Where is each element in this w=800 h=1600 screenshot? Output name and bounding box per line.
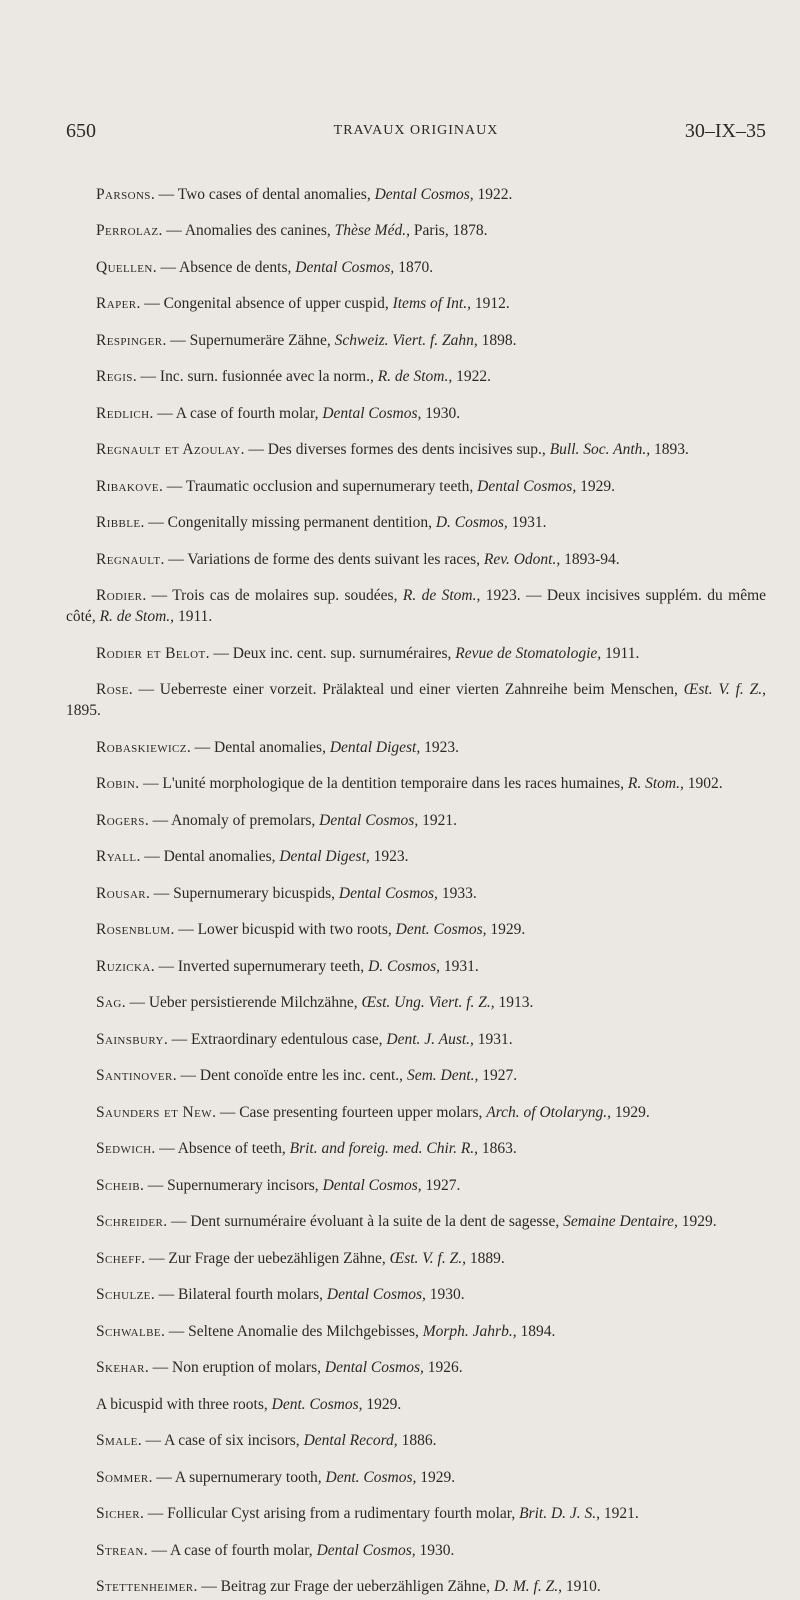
reference-journal: Dent. Cosmos, [395,921,487,938]
reference-entry: Rodier et Belot. — Deux inc. cent. sup. surnuméraires, Revue de Stomatologie, 1911. [96,644,640,662]
reference-year: 1893-94. [564,550,620,568]
reference-entry: Strean. — A case of fourth molar, Dental Cosmos, 1930. [96,1541,455,1559]
reference-journal: Dental Cosmos, [319,811,419,829]
reference-title: Dent surnuméraire évoluant à la suite de la dent de sagesse, [190,1213,560,1230]
reference-author: Ribakove [96,477,160,495]
reference-author: Rose [96,681,129,698]
reference-year: 1930. [429,1286,465,1303]
reference-entry: Sedwich. — Absence of teeth, Brit. and foreig. med. Chir. R., 1863. [96,1140,517,1157]
reference-entry: Ryall. — Dental anomalies, Dental Digest, 1923. [96,848,409,865]
reference-journal: Dent. Cosmos, [325,1468,417,1486]
reference-title: Zur Frage der uebezähligen Zähne, [168,1249,386,1267]
reference-journal: Dental Cosmos, [326,1286,426,1303]
reference-journal: Dental Cosmos, [374,185,474,203]
reference-entry: Rousar. — Supernumerary bicuspids, Dental Cosmos, 1933. [96,884,477,902]
reference-title: Supernumeräre Zähne, [189,331,331,349]
reference-year: 1923. — Deux incisives supplém. du même côté, [66,587,767,625]
reference-journal: Morph. Jahrb., [422,1322,517,1340]
reference-title: Lower bicuspid with two roots, [197,921,392,938]
reference-author: Respinger [96,331,163,349]
reference-entry: Ribakove. — Traumatic occlusion and supernumerary teeth, Dental Cosmos, 1929. [96,477,615,495]
reference-entry: Robaskiewicz. — Dental anomalies, Dental Digest, 1923. [96,738,459,756]
reference-author: Scheib [96,1176,141,1194]
reference-author: Raper [96,295,137,312]
reference-journal: Œst. V. f. Z., [389,1249,466,1267]
reference-author: Schreider [96,1213,164,1230]
reference-year: 1931. [477,1030,513,1048]
reference-year: 1912. [474,295,510,312]
reference-journal: Œst. Ung. Viert. f. Z., [361,994,495,1011]
reference-title: Supernumerary incisors, [167,1176,319,1194]
reference-author: Robin [96,775,136,792]
issue-date: 30–IX–35 [684,120,766,142]
reference-year: 1933. [441,884,477,902]
reference-title: Non eruption of molars, [172,1359,321,1376]
reference-title: Beitrag zur Frage der ueberzähligen Zähne, [220,1578,491,1595]
running-title: TRAVAUX ORIGINAUX [333,123,499,138]
reference-year: 1922. [477,185,513,203]
reference-author: Ruzicka [96,957,151,975]
reference-entry: Rodier. — Trois cas de molaires sup. soudées, R. de Stom., 1923. — Deux incisives supplém. du même côté, R. de Stom., 1911. [66,587,767,625]
reference-author: Regis [96,368,133,385]
reference-journal: Arch. of Otolaryng., [486,1103,611,1121]
reference-entry: Rose. — Ueberreste einer vorzeit. Prälakteal und einer vierten Zahnreihe beim Menschen, Œst. V. f. Z., 1895. [66,681,767,719]
reference-title: A case of fourth molar, [169,1541,313,1559]
reference-journal: Dental Record, [303,1432,398,1449]
reference-title: Trois cas de molaires sup. soudées, [172,587,398,604]
reference-author: Perrolaz [96,222,159,239]
reference-entry: Sag. — Ueber persistierende Milchzähne, Œst. Ung. Viert. f. Z., 1913. [96,994,534,1011]
reference-title: Deux inc. cent. sup. surnuméraires, [232,644,452,662]
reference-title: Case presenting fourteen upper molars, [239,1103,483,1121]
reference-entry: Raper. — Congenital absence of upper cuspid, Items of Int., 1912. [96,295,510,312]
reference-year: 1893. [654,441,689,458]
reference-journal: Dental Cosmos, [324,1359,424,1376]
reference-author: Quellen [96,258,153,276]
reference-entry: Smale. — A case of six incisors, Dental Record, 1886. [96,1432,437,1449]
reference-title: Bilateral fourth molars, [177,1286,323,1303]
reference-entry: Perrolaz. — Anomalies des canines, Thèse Méd., Paris, 1878. [96,222,488,239]
reference-year: 1889. [469,1249,505,1267]
reference-title: L'unité morphologique de la dentition temporaire dans les races humaines, [162,775,624,792]
reference-entry: Redlich. — A case of fourth molar, Dental Cosmos, 1930. [96,404,461,422]
reference-year: 1931. [443,957,479,975]
reference-author: Regnault [96,550,161,568]
reference-author: Regnault et Azoulay [96,441,241,458]
reference-entry: Rosenblum. — Lower bicuspid with two roots, Dent. Cosmos, 1929. [96,921,526,938]
reference-journal: Sem. Dent., [406,1067,479,1084]
reference-title: Seltene Anomalie des Milchgebisses, [188,1322,419,1340]
reference-year: 1929. [580,477,615,495]
reference-author: Sommer [96,1468,149,1486]
reference-entry: Regnault et Azoulay. — Des diverses formes des dents incisives sup., Bull. Soc. Anth., 1893. [96,441,689,458]
reference-year: 1870. [398,258,434,276]
reference-author: Saunders et New [96,1103,213,1121]
reference-year: 1913. [498,994,534,1011]
reference-author: Redlich [96,404,150,422]
reference-year: 1922. [456,368,491,385]
reference-author: Sedwich [96,1140,152,1157]
reference-year: 1929. [681,1213,717,1230]
reference-title: Ueber persistierende Milchzähne, [148,994,358,1011]
reference-journal: Dental Cosmos, [477,477,577,495]
reference-journal: R. de Stom., [377,368,453,385]
reference-year: Paris, 1878. [413,222,488,239]
reference-title: A supernumerary tooth, [174,1468,322,1486]
reference-year: 1927. [482,1067,518,1084]
reference-entry: Regis. — Inc. surn. fusionnée avec la norm., R. de Stom., 1922. [96,368,491,385]
reference-journal: Dental Cosmos, [322,404,422,422]
reference-year: 1929. [366,1395,402,1413]
reference-journal: R. de Stom., [99,608,175,625]
reference-author: Smale [96,1432,138,1449]
reference-title: Two cases of dental anomalies, [177,185,371,203]
reference-title: A bicuspid with three roots, [96,1395,268,1413]
reference-year: 1930. [419,1541,455,1559]
reference-journal: Dental Cosmos, [322,1176,422,1194]
reference-author: Sicher [96,1505,141,1522]
reference-entry: Saunders et New. — Case presenting fourteen upper molars, Arch. of Otolaryng., 1929. [96,1103,650,1121]
reference-entry: Robin. — L'unité morphologique de la dentition temporaire dans les races humaines, R. Stom., 1902. [96,775,723,792]
reference-year: 1929. [490,921,526,938]
reference-title: Inc. surn. fusionnée avec la norm., [159,368,374,385]
reference-entry: Santinover. — Dent conoïde entre les inc. cent., Sem. Dent., 1927. [96,1067,518,1084]
reference-year: 1926. [427,1359,463,1376]
reference-journal: Dent. J. Aust., [386,1030,474,1048]
reference-entry: Schreider. — Dent surnuméraire évoluant à la suite de la dent de sagesse, Semaine Dentaire, 1929. [96,1213,717,1230]
reference-title: Supernumerary bicuspids, [173,884,336,902]
reference-year: 1886. [401,1432,437,1449]
reference-year: 1863. [481,1140,517,1157]
reference-title: Anomalies des canines, [184,222,331,239]
reference-entry: Stettenheimer. — Beitrag zur Frage der ueberzähligen Zähne, D. M. f. Z., 1910. [96,1578,601,1595]
reference-year: 1921. [422,811,457,829]
reference-title: Anomaly of premolars, [171,811,316,829]
reference-journal: Bull. Soc. Anth., [549,441,651,458]
reference-title: Absence of teeth, [177,1140,286,1157]
reference-journal: D. Cosmos, [368,957,440,975]
reference-year: 1895. [66,702,101,719]
reference-journal: Brit. and foreig. med. Chir. R., [289,1140,479,1157]
reference-author: Ribble [96,514,141,531]
reference-entry: Schulze. — Bilateral fourth molars, Dental Cosmos, 1930. [96,1286,465,1303]
page-number: 650 [66,120,96,142]
reference-author: Sag [96,994,122,1011]
reference-author: Strean [96,1541,144,1559]
reference-entry: Rogers. — Anomaly of premolars, Dental Cosmos, 1921. [96,811,457,829]
reference-title: Ueberreste einer vorzeit. Prälakteal und einer vierten Zahnreihe beim Menschen, [159,681,678,698]
reference-journal: Semaine Dentaire, [563,1213,678,1230]
reference-entry: Sainsbury. — Extraordinary edentulous case, Dent. J. Aust., 1931. [96,1030,513,1048]
reference-entry: Regnault. — Variations de forme des dents suivant les races, Rev. Odont., 1893-94. [96,550,620,568]
reference-entry: Quellen. — Absence de dents, Dental Cosmos, 1870. [96,258,434,276]
reference-title: Absence de dents, [179,258,292,276]
reference-year: 1894. [520,1322,556,1340]
reference-author: Rosenblum [96,921,171,938]
reference-journal: Thèse Méd., [334,222,410,239]
reference-entry: Scheff. — Zur Frage der uebezähligen Zähne, Œst. V. f. Z., 1889. [96,1249,505,1267]
reference-year: 1930. [425,404,461,422]
reference-title: Dent conoïde entre les inc. cent., [199,1067,404,1084]
reference-author: Robaskiewicz [96,738,187,756]
reference-author: Schulze [96,1286,151,1303]
reference-journal: Dental Cosmos, [316,1541,416,1559]
reference-author: Stettenheimer [96,1578,194,1595]
reference-entry: Parsons. — Two cases of dental anomalies, Dental Cosmos, 1922. [96,185,513,203]
reference-author: Rodier et Belot [96,644,206,662]
reference-entry [66,1394,766,1415]
reference-journal: Dental Digest, [279,848,370,865]
reference-title: Congenitally missing permanent dentition, [167,514,432,531]
reference-title: Traumatic occlusion and supernumerary teeth, [185,477,474,495]
reference-author: Rogers [96,811,145,829]
reference-author: Rousar [96,884,147,902]
reference-title: Dental anomalies, [214,738,326,756]
reference-journal: Schweiz. Viert. f. Zahn, [334,331,478,349]
reference-entry: Sommer. — A supernumerary tooth, Dent. Cosmos, 1929. [96,1468,456,1486]
reference-journal: R. Stom., [627,775,684,792]
reference-journal: Dental Digest, [329,738,421,756]
reference-entry: Sicher. — Follicular Cyst arising from a rudimentary fourth molar, Brit. D. J. S., 1921. [96,1505,639,1522]
reference-journal: Rev. Odont., [483,550,561,568]
reference-year: 1931. [511,514,547,531]
reference-journal: Brit. D. J. S., [519,1505,601,1522]
reference-title: Extraordinary edentulous case, [190,1030,383,1048]
reference-author: Parsons [96,185,151,203]
reference-journal: Dent. Cosmos, [271,1395,363,1413]
reference-year: 1929. [614,1103,650,1121]
reference-author: Sainsbury [96,1030,164,1048]
reference-year: 1911. [177,608,213,625]
reference-year: 1923. [373,848,409,865]
reference-year: 1910. [565,1578,601,1595]
reference-year: 1911. [605,644,640,662]
reference-journal: R. de Stom., [402,587,481,604]
reference-author: Santinover [96,1067,173,1084]
reference-list [66,168,766,1600]
reference-author: Schwalbe [96,1322,161,1340]
reference-year: 1902. [687,775,723,792]
reference-title: A case of fourth molar, [175,404,319,422]
reference-year: 1921. [603,1505,639,1522]
reference-entry: Ruzicka. — Inverted supernumerary teeth, D. Cosmos, 1931. [96,957,479,975]
reference-entry: Ribble. — Congenitally missing permanent dentition, D. Cosmos, 1931. [96,514,547,531]
reference-entry: Skehar. — Non eruption of molars, Dental Cosmos, 1926. [96,1359,463,1376]
reference-journal: Dental Cosmos, [338,884,438,902]
reference-journal: Œst. V. f. Z., [683,681,767,698]
reference-year: 1923. [424,738,459,756]
reference-author: Ryall [96,848,137,865]
reference-author: Scheff [96,1249,142,1267]
reference-author: Skehar [96,1359,145,1376]
reference-title: Variations de forme des dents suivant les races, [187,550,481,568]
reference-journal: Dental Cosmos, [295,258,395,276]
reference-title: Congenital absence of upper cuspid, [163,295,389,312]
reference-author: Rodier [96,587,143,604]
reference-entry: Scheib. — Supernumerary incisors, Dental Cosmos, 1927. [96,1176,461,1194]
reference-title: Follicular Cyst arising from a rudimentary fourth molar, [167,1505,516,1522]
reference-year: 1898. [481,331,517,349]
running-header [66,120,766,144]
reference-title: Dental anomalies, [163,848,276,865]
reference-year: 1929. [420,1468,456,1486]
reference-journal: Revue de Stomatologie, [455,644,602,662]
reference-entry: Respinger. — Supernumeräre Zähne, Schweiz. Viert. f. Zahn, 1898. [96,331,517,349]
reference-year: 1927. [425,1176,461,1194]
reference-entry: Schwalbe. — Seltene Anomalie des Milchgebisses, Morph. Jahrb., 1894. [96,1322,556,1340]
reference-title: Des diverses formes des dents incisives sup., [267,441,546,458]
reference-title: A case of six incisors, [164,1432,300,1449]
reference-journal: Items of Int., [392,295,471,312]
reference-journal: D. Cosmos, [435,514,508,531]
reference-journal: D. M. f. Z., [493,1578,562,1595]
reference-title: Inverted supernumerary teeth, [177,957,365,975]
